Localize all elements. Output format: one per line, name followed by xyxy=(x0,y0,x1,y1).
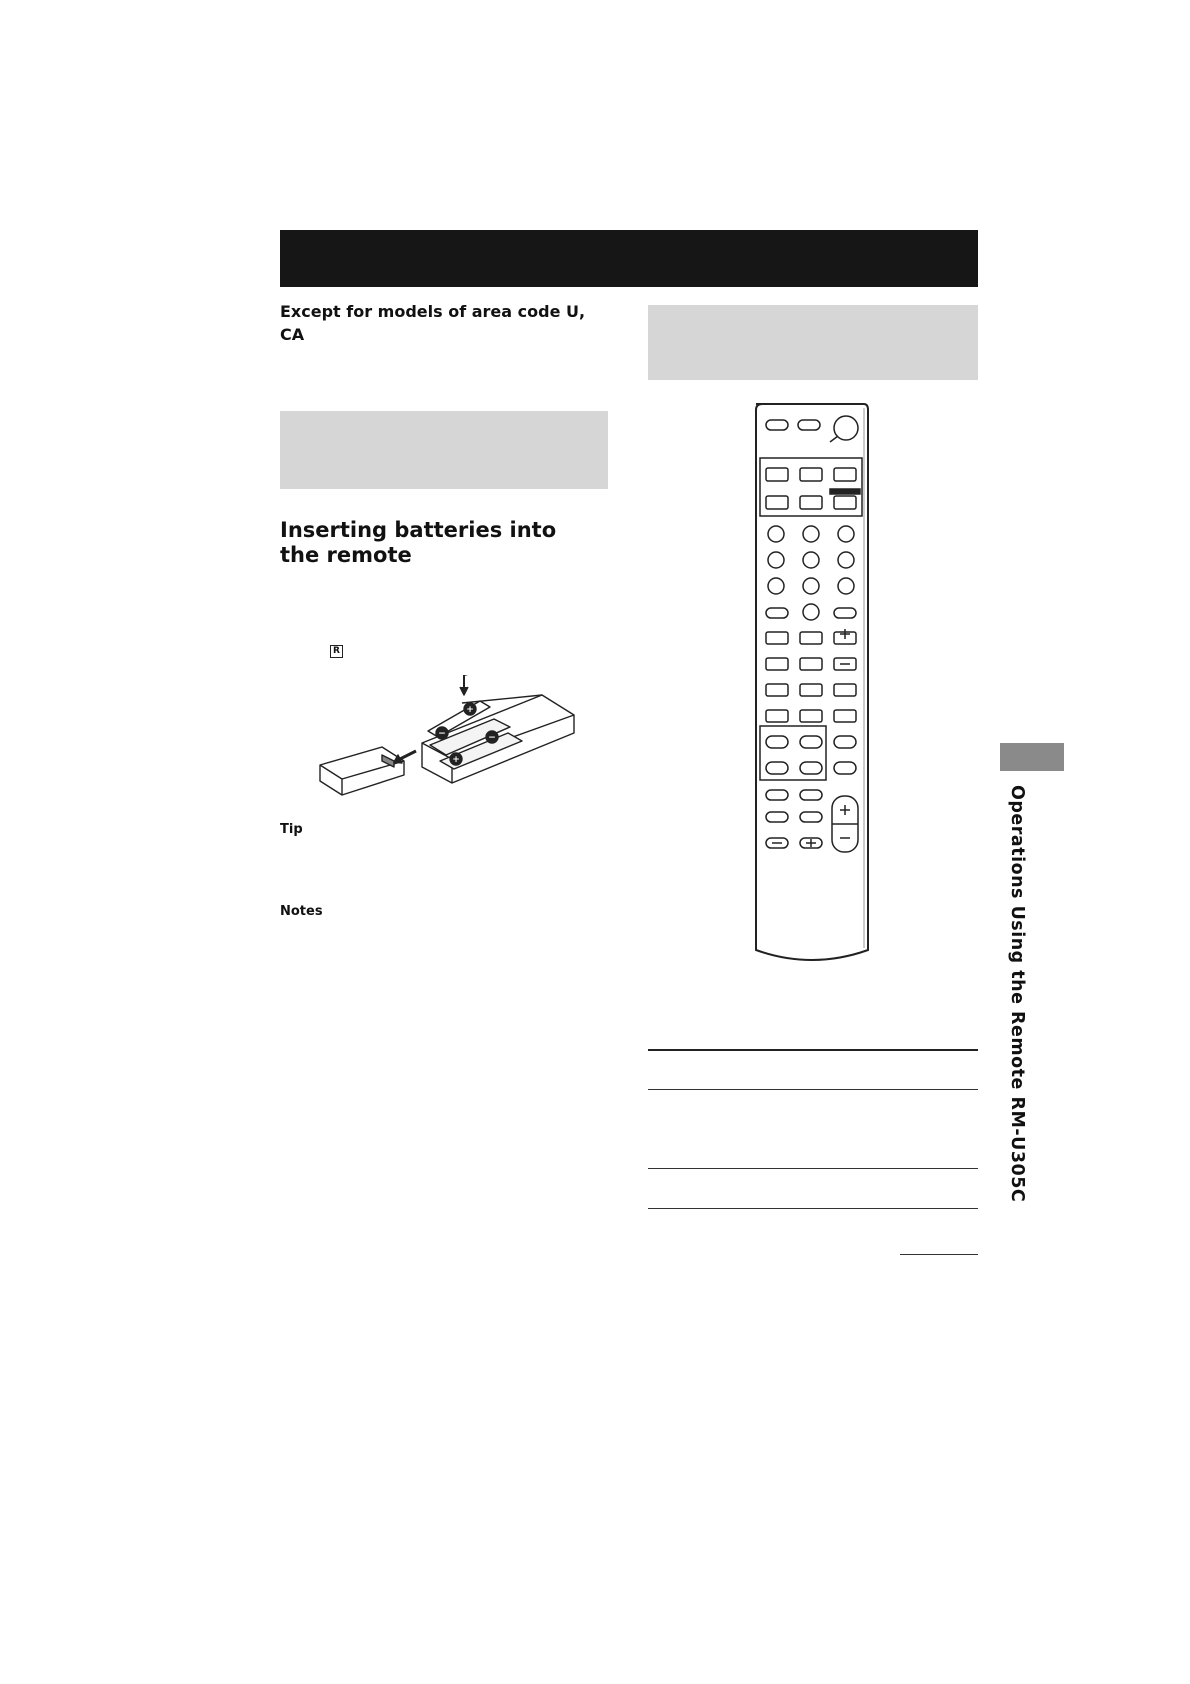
area-code-subhead: Except for models of area code U, CA xyxy=(280,302,586,344)
chapter-side-title: Operations Using the Remote RM-U305C xyxy=(1007,785,1027,1203)
table-rule-bottom xyxy=(648,1208,978,1209)
svg-text:+: + xyxy=(466,705,474,715)
continued-rule xyxy=(900,1254,978,1255)
svg-text:+: + xyxy=(452,755,460,765)
battery-insertion-illustration xyxy=(312,675,582,815)
table-rule-top xyxy=(648,1049,978,1051)
svg-text:−: − xyxy=(488,733,496,743)
inserting-batteries-heading: Inserting batteries into the remote xyxy=(280,518,557,567)
table-rule xyxy=(648,1168,978,1169)
notes-label: Notes xyxy=(280,904,323,919)
r-symbol-icon: R xyxy=(330,645,343,658)
remote-control-illustration xyxy=(752,400,872,966)
table-rule xyxy=(648,1089,978,1090)
note-box-left xyxy=(280,411,608,489)
note-box-right xyxy=(648,305,978,380)
tip-label: Tip xyxy=(280,822,303,837)
svg-text:−: − xyxy=(438,729,446,739)
section-header-bar xyxy=(280,230,978,287)
chapter-tab xyxy=(1000,743,1064,771)
